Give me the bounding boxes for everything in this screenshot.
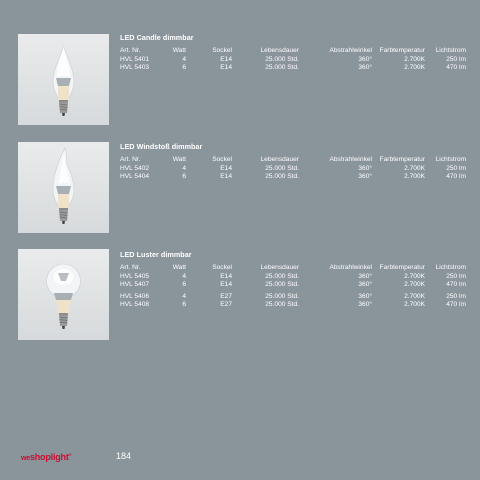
table-row [120,273,466,282]
cell-sockel: E14 [220,281,232,289]
cell-lichtstrom: 250 lm [446,292,466,300]
cell-sockel: E14 [220,55,232,63]
cell-lichtstrom: 470 lm [446,281,466,289]
column-header-watt: Watt [172,47,186,54]
cell-abstrahlwinkel: 360° [358,55,372,63]
column-header-abstrahlwinkel: Abstrahlwinkel [329,47,372,54]
cell-farbtemperatur: 2.700K [404,292,425,300]
column-header-watt: Watt [172,264,186,271]
column-header-farbtemperatur: Farbtemperatur [379,264,425,271]
cell-watt: 4 [182,292,186,300]
cell-watt: 4 [182,55,186,63]
cell-lebensdauer: 25.000 Std. [265,292,299,300]
cell-lichtstrom: 250 lm [446,164,466,172]
column-header-lebensdauer: Lebensdauer [260,264,299,271]
table-row [120,290,466,302]
column-header-lichtstrom: Lichtstrom [435,47,466,54]
column-header-lebensdauer: Lebensdauer [260,156,299,163]
column-header-watt: Watt [172,156,186,163]
cell-farbtemperatur: 2.700K [404,64,425,72]
spec-table [120,47,466,73]
column-header-art-nr: Art. Nr. [120,156,141,163]
cell-abstrahlwinkel: 360° [358,281,372,289]
cell-abstrahlwinkel: 360° [358,64,372,72]
logo-registered-mark: ® [68,452,72,457]
cell-lebensdauer: 25.000 Std. [265,55,299,63]
column-header-lichtstrom: Lichtstrom [435,156,466,163]
table-row [120,56,466,65]
candle-bulb-icon [18,34,109,125]
cell-art-nr: HVL 5401 [120,55,150,63]
product-title: LED Candle dimmbar [120,33,194,42]
cell-abstrahlwinkel: 360° [358,173,372,181]
cell-farbtemperatur: 2.700K [404,301,425,309]
cell-watt: 4 [182,164,186,172]
cell-sockel: E14 [220,164,232,172]
cell-sockel: E14 [220,272,232,280]
column-header-sockel: Sockel [212,264,232,271]
cell-lebensdauer: 25.000 Std. [265,173,299,181]
cell-lichtstrom: 250 lm [446,55,466,63]
table-row [120,301,466,310]
cell-farbtemperatur: 2.700K [404,281,425,289]
product-photo-luster [18,249,109,340]
cell-art-nr: HVL 5403 [120,64,150,72]
cell-farbtemperatur: 2.700K [404,272,425,280]
logo-shoplight-text: shoplight [29,452,69,462]
column-header-farbtemperatur: Farbtemperatur [379,47,425,54]
column-header-art-nr: Art. Nr. [120,264,141,271]
logo-we-text: we [21,455,30,462]
cell-lichtstrom: 470 lm [446,173,466,181]
cell-art-nr: HVL 5406 [120,292,150,300]
column-header-lebensdauer: Lebensdauer [260,47,299,54]
cell-abstrahlwinkel: 360° [358,272,372,280]
page-number: 184 [116,451,132,461]
cell-watt: 4 [182,272,186,280]
product-photo-candle [18,34,109,125]
spec-table [120,156,466,182]
luster-bulb-icon [18,249,109,340]
cell-sockel: E14 [220,173,232,181]
column-header-abstrahlwinkel: Abstrahlwinkel [329,264,372,271]
column-header-sockel: Sockel [212,47,232,54]
cell-art-nr: HVL 5402 [120,164,150,172]
cell-sockel: E14 [220,64,232,72]
spec-table-header [120,264,466,273]
cell-sockel: E27 [220,292,232,300]
product-title: LED Luster dimmbar [120,250,192,259]
cell-sockel: E27 [220,301,232,309]
cell-abstrahlwinkel: 360° [358,164,372,172]
cell-lebensdauer: 25.000 Std. [265,164,299,172]
spec-table [120,264,466,310]
cell-farbtemperatur: 2.700K [404,173,425,181]
cell-lichtstrom: 470 lm [446,64,466,72]
table-row [120,64,466,73]
column-header-lichtstrom: Lichtstrom [435,264,466,271]
cell-lichtstrom: 470 lm [446,301,466,309]
cell-abstrahlwinkel: 360° [358,301,372,309]
cell-watt: 6 [182,64,186,72]
cell-watt: 6 [182,173,186,181]
cell-watt: 6 [182,281,186,289]
cell-abstrahlwinkel: 360° [358,292,372,300]
column-header-farbtemperatur: Farbtemperatur [379,156,425,163]
table-row [120,281,466,290]
product-photo-windstoss [18,142,109,233]
table-row [120,173,466,182]
cell-lichtstrom: 250 lm [446,272,466,280]
cell-art-nr: HVL 5404 [120,173,150,181]
cell-farbtemperatur: 2.700K [404,55,425,63]
column-header-art-nr: Art. Nr. [120,47,141,54]
cell-lebensdauer: 25.000 Std. [265,301,299,309]
column-header-sockel: Sockel [212,156,232,163]
cell-lebensdauer: 25.000 Std. [265,281,299,289]
spec-table-header [120,47,466,56]
table-row [120,165,466,174]
cell-art-nr: HVL 5407 [120,281,150,289]
cell-watt: 6 [182,301,186,309]
spec-table-header [120,156,466,165]
cell-lebensdauer: 25.000 Std. [265,64,299,72]
cell-art-nr: HVL 5408 [120,301,150,309]
cell-farbtemperatur: 2.700K [404,164,425,172]
cell-art-nr: HVL 5405 [120,272,150,280]
windstoss-bulb-icon [18,142,109,233]
cell-lebensdauer: 25.000 Std. [265,272,299,280]
column-header-abstrahlwinkel: Abstrahlwinkel [329,156,372,163]
shoplight-logo [21,452,71,462]
product-title: LED Windstoß dimmbar [120,142,203,151]
